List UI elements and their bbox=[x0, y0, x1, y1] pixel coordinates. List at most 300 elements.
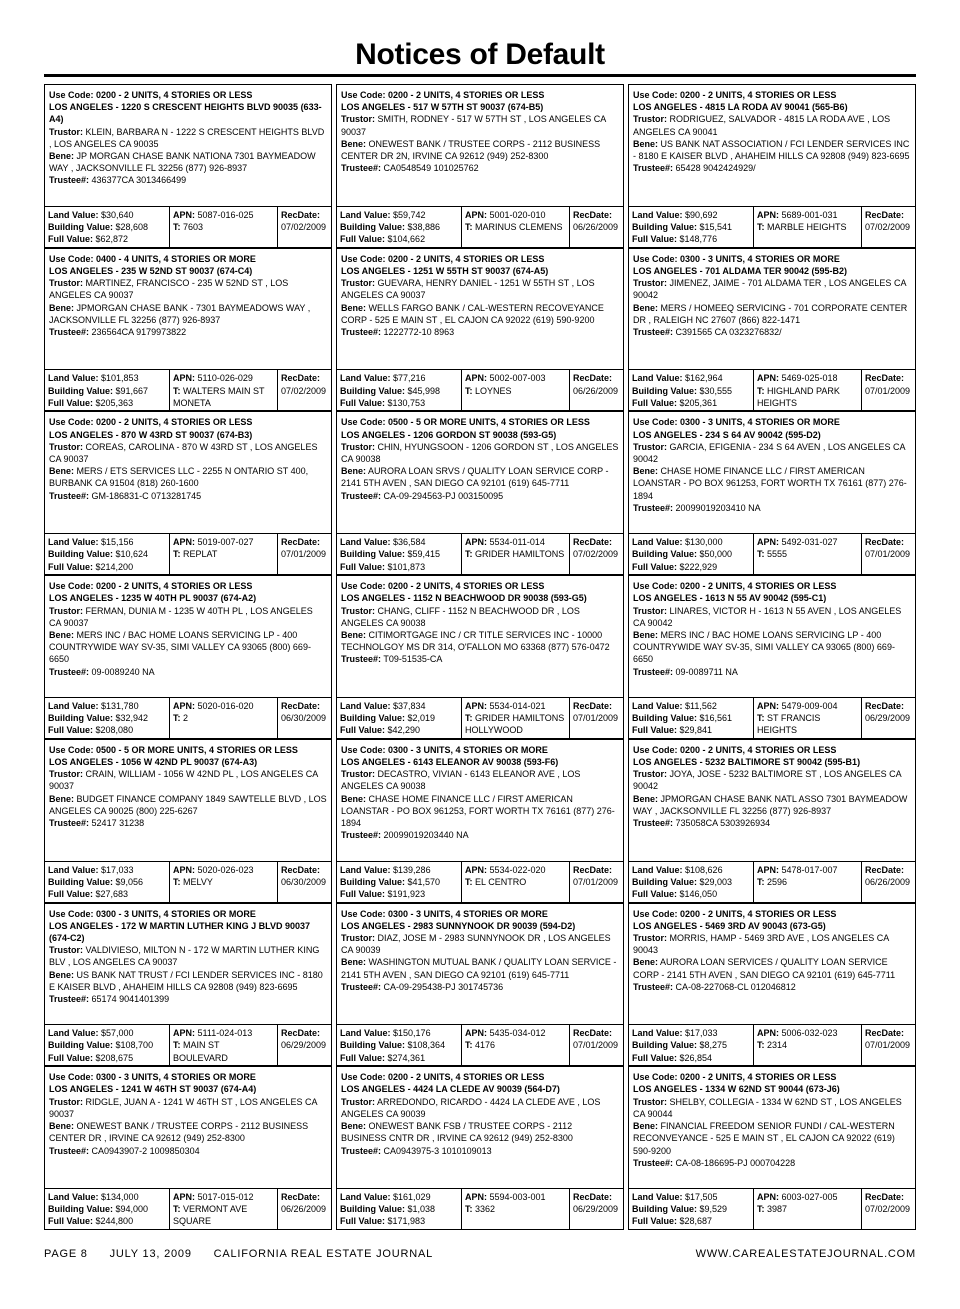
land-value-label: Land Value: bbox=[632, 373, 683, 384]
recdate-label: RecDate: bbox=[281, 373, 321, 384]
trustor-line bbox=[341, 768, 619, 792]
building-value-label: Building Value: bbox=[48, 876, 114, 887]
notice-details bbox=[45, 576, 331, 698]
apn-value: 5689-001-031 bbox=[781, 209, 838, 220]
land-value: $77,216 bbox=[393, 373, 426, 384]
notice-values bbox=[337, 370, 623, 410]
notice-details bbox=[45, 412, 331, 534]
trustor-label: Trustor: bbox=[341, 605, 376, 616]
tract-label: T: bbox=[173, 385, 181, 396]
land-value-label: Land Value: bbox=[632, 537, 683, 548]
notice-listing bbox=[44, 411, 332, 575]
land-value: $131,780 bbox=[101, 700, 139, 711]
trustee-line bbox=[633, 326, 911, 338]
trustor-line bbox=[49, 126, 327, 150]
notice-details bbox=[337, 249, 623, 371]
land-value: $15,156 bbox=[101, 537, 134, 548]
use-code-line bbox=[49, 1071, 327, 1083]
use-code-line bbox=[341, 89, 619, 101]
bene-value: MERS INC / BAC HOME LOANS SERVICING LP - 400 COUNTRYWIDE WAY SV-35, SIMI VALLEY CA 93065 (800) 669-6650 bbox=[49, 629, 311, 665]
recdate-column bbox=[277, 207, 331, 247]
use-code-value: 0300 - 3 UNITS, 4 STORIES OR MORE bbox=[96, 1072, 256, 1083]
apn-label: APN: bbox=[465, 1028, 487, 1039]
apn-label: APN: bbox=[173, 864, 195, 875]
notice-listing bbox=[44, 84, 332, 248]
bene-line bbox=[633, 465, 911, 502]
trustee-value: 20099019203410 NA bbox=[675, 502, 761, 513]
recdate-label: RecDate: bbox=[281, 209, 321, 220]
trustee-line bbox=[633, 817, 911, 829]
trustor-label: Trustor: bbox=[341, 441, 376, 452]
notice-values bbox=[337, 698, 623, 738]
bene-label: Bene: bbox=[341, 1121, 367, 1132]
notice-details bbox=[629, 576, 915, 698]
property-address: LOS ANGELES - 1613 N 55 AV 90042 (595-C1) bbox=[633, 593, 827, 604]
trustee-line bbox=[341, 162, 619, 174]
apn-label: APN: bbox=[173, 1191, 195, 1202]
notice-listing bbox=[628, 575, 916, 739]
tract-label: T: bbox=[757, 221, 765, 232]
use-code-value: 0300 - 3 UNITS, 4 STORIES OR MORE bbox=[388, 908, 548, 919]
building-value-label: Building Value: bbox=[340, 385, 406, 396]
trustor-value: SMITH, RODNEY - 517 W 57TH ST , LOS ANGELES CA 90037 bbox=[341, 114, 606, 137]
notice-details bbox=[629, 740, 915, 862]
trustee-label: Trustee#: bbox=[633, 1157, 674, 1168]
apn-label: APN: bbox=[465, 1191, 487, 1202]
trustor-label: Trustor: bbox=[633, 441, 668, 452]
notice-listing bbox=[44, 739, 332, 903]
value-column bbox=[45, 1189, 169, 1229]
bene-line bbox=[341, 465, 619, 489]
trustee-value: CA0943907-2 1009850304 bbox=[91, 1145, 200, 1156]
apn-column bbox=[169, 534, 277, 574]
apn-column bbox=[461, 1025, 569, 1065]
recdate-value: 07/01/2009 bbox=[573, 876, 619, 887]
trustee-line bbox=[341, 653, 619, 665]
building-value-label: Building Value: bbox=[340, 1040, 406, 1051]
apn-value: 5435-034-012 bbox=[489, 1028, 546, 1039]
building-value: $41,570 bbox=[407, 876, 441, 887]
trustor-line bbox=[49, 605, 327, 629]
full-value-label: Full Value: bbox=[340, 561, 386, 572]
full-value: $171,983 bbox=[387, 1216, 426, 1227]
notice-listing bbox=[336, 903, 624, 1067]
use-code-value: 0500 - 5 OR MORE UNITS, 4 STORIES OR LESS bbox=[388, 417, 590, 428]
use-code-label: Use Code: bbox=[633, 908, 678, 919]
use-code-label: Use Code: bbox=[341, 908, 386, 919]
trustor-label: Trustor: bbox=[633, 769, 668, 780]
trustor-value: SHELBY, COLLEGIA - 1334 W 62ND ST , LOS ANGELES CA 90044 bbox=[633, 1096, 902, 1119]
full-value: $274,361 bbox=[387, 1052, 426, 1063]
trustee-label: Trustee#: bbox=[633, 666, 674, 677]
apn-label: APN: bbox=[757, 1191, 779, 1202]
full-value-label: Full Value: bbox=[340, 725, 386, 736]
full-value: $26,854 bbox=[679, 1052, 713, 1063]
recdate-label: RecDate: bbox=[573, 373, 613, 384]
use-code-line bbox=[341, 253, 619, 265]
building-value: $38,886 bbox=[407, 221, 441, 232]
footer-page-number: PAGE 8 bbox=[44, 1248, 88, 1260]
use-code-value: 0200 - 2 UNITS, 4 STORIES OR LESS bbox=[680, 90, 837, 100]
bene-label: Bene: bbox=[633, 957, 659, 968]
trustor-line bbox=[49, 768, 327, 792]
tract-label: T: bbox=[757, 1204, 765, 1215]
bene-label: Bene: bbox=[49, 969, 75, 980]
apn-label: APN: bbox=[173, 209, 195, 220]
building-value: $50,000 bbox=[699, 549, 733, 560]
notice-values bbox=[337, 1189, 623, 1229]
apn-column bbox=[753, 207, 861, 247]
recdate-column bbox=[569, 1025, 623, 1065]
use-code-value: 0200 - 2 UNITS, 4 STORIES OR LESS bbox=[388, 1072, 545, 1083]
trustee-value: C391565 CA 0323276832/ bbox=[675, 326, 782, 337]
tract-value: LOYNES bbox=[475, 385, 512, 396]
trustee-label: Trustee#: bbox=[49, 490, 90, 501]
notice-values bbox=[629, 370, 915, 410]
notice-details bbox=[629, 85, 915, 207]
land-value-label: Land Value: bbox=[632, 209, 683, 220]
full-value: $191,923 bbox=[387, 888, 426, 899]
property-address: LOS ANGELES - 235 W 52ND ST 90037 (674-C4) bbox=[49, 265, 253, 276]
apn-column bbox=[461, 207, 569, 247]
trustor-line bbox=[633, 605, 911, 629]
use-code-line bbox=[633, 580, 911, 592]
building-value-label: Building Value: bbox=[632, 713, 698, 724]
bene-line bbox=[341, 138, 619, 162]
notice-listing bbox=[44, 1066, 332, 1230]
notice-values bbox=[629, 698, 915, 738]
trustee-line bbox=[341, 490, 619, 502]
notice-values bbox=[45, 1025, 331, 1065]
land-value: $161,029 bbox=[393, 1191, 431, 1202]
property-address: LOS ANGELES - 1241 W 46TH ST 90037 (674-A4) bbox=[49, 1084, 257, 1095]
apn-column bbox=[169, 698, 277, 738]
trustee-label: Trustee#: bbox=[49, 1145, 90, 1156]
use-code-label: Use Code: bbox=[49, 253, 94, 264]
notice-listing bbox=[44, 575, 332, 739]
recdate-value: 07/02/2009 bbox=[281, 385, 327, 396]
trustor-line bbox=[49, 944, 327, 968]
notice-listing bbox=[336, 411, 624, 575]
apn-column bbox=[169, 207, 277, 247]
building-value-label: Building Value: bbox=[632, 221, 698, 232]
recdate-value: 07/01/2009 bbox=[865, 1040, 911, 1051]
trustee-line bbox=[341, 829, 619, 841]
apn-value: 5001-020-010 bbox=[489, 209, 546, 220]
notice-listing bbox=[336, 1066, 624, 1230]
land-value: $162,964 bbox=[685, 373, 723, 384]
building-value: $15,541 bbox=[699, 221, 733, 232]
notice-details bbox=[337, 1067, 623, 1189]
notice-values bbox=[45, 862, 331, 902]
bene-label: Bene: bbox=[49, 1121, 75, 1132]
trustor-value: DECASTRO, VIVIAN - 6143 ELEANOR AVE , LOS ANGELES CA 90038 bbox=[341, 769, 581, 792]
land-value: $37,834 bbox=[393, 700, 426, 711]
recdate-label: RecDate: bbox=[573, 864, 613, 875]
use-code-line bbox=[633, 89, 911, 101]
bene-label: Bene: bbox=[341, 793, 367, 804]
trustee-line bbox=[49, 817, 327, 829]
trustee-value: CA0943975-3 1010109013 bbox=[383, 1145, 492, 1156]
use-code-line bbox=[49, 744, 327, 756]
trustor-value: DIAZ, JOSE M - 2983 SUNNYNOOK DR , LOS ANGELES CA 90039 bbox=[341, 932, 611, 956]
land-value-label: Land Value: bbox=[48, 864, 99, 875]
value-column bbox=[629, 370, 753, 410]
tract-value: MELVY bbox=[183, 876, 213, 887]
bene-line bbox=[49, 969, 327, 993]
tract-value: 2596 bbox=[767, 876, 788, 887]
property-address: LOS ANGELES - 701 ALDAMA TER 90042 (595-B2) bbox=[633, 265, 848, 276]
building-value-label: Building Value: bbox=[632, 549, 698, 560]
bene-label: Bene: bbox=[49, 793, 75, 804]
trustor-value: VALDIVIESO, MILTON N - 172 W MARTIN LUTHER KING BLV , LOS ANGELES CA 90037 bbox=[49, 945, 320, 968]
use-code-line bbox=[633, 1071, 911, 1083]
trustor-value: ARREDONDO, RICARDO - 4424 LA CLEDE AVE , LOS ANGELES CA 90039 bbox=[341, 1096, 601, 1119]
use-code-label: Use Code: bbox=[633, 744, 678, 755]
use-code-label: Use Code: bbox=[633, 417, 678, 428]
recdate-value: 06/26/2009 bbox=[573, 221, 619, 232]
bene-value: JPMORGAN CHASE BANK - 7301 BAYMEADOWS WAY , JACKSONVILLE FL 32256 (877) 926-8937 bbox=[49, 302, 311, 325]
property-address: LOS ANGELES - 172 W MARTIN LUTHER KING J BLVD 90037 (674-C2) bbox=[49, 920, 311, 943]
trustor-label: Trustor: bbox=[341, 114, 376, 125]
trustor-line bbox=[341, 605, 619, 629]
bene-label: Bene: bbox=[633, 793, 659, 804]
notice-details bbox=[45, 740, 331, 862]
property-address: LOS ANGELES - 1334 W 62ND ST 90044 (673-J6) bbox=[633, 1084, 840, 1095]
use-code-line bbox=[49, 908, 327, 920]
value-column bbox=[45, 207, 169, 247]
building-value-label: Building Value: bbox=[632, 1040, 698, 1051]
tract-label: T: bbox=[757, 549, 765, 560]
trustee-value: 09-0089711 NA bbox=[675, 666, 738, 677]
trustor-value: CRAIN, WILLIAM - 1056 W 42ND PL , LOS ANGELES CA 90037 bbox=[49, 769, 318, 792]
use-code-label: Use Code: bbox=[633, 253, 678, 264]
bene-value: CHASE HOME FINANCE LLC / FIRST AMERICAN LOANSTAR - PO BOX 961253, FORT WORTH TX 76161 (877) 276-1894 bbox=[633, 466, 907, 501]
bene-line bbox=[341, 302, 619, 326]
trustee-label: Trustee#: bbox=[633, 818, 674, 829]
recdate-label: RecDate: bbox=[281, 537, 321, 548]
recdate-column bbox=[277, 862, 331, 902]
apn-label: APN: bbox=[465, 537, 487, 548]
full-value-label: Full Value: bbox=[48, 561, 94, 572]
use-code-line bbox=[49, 89, 327, 101]
trustor-line bbox=[49, 277, 327, 301]
apn-label: APN: bbox=[465, 373, 487, 384]
tract-label: T: bbox=[465, 549, 473, 560]
trustee-line bbox=[49, 993, 327, 1005]
trustee-line bbox=[341, 1145, 619, 1157]
use-code-value: 0300 - 3 UNITS, 4 STORIES OR MORE bbox=[680, 253, 840, 264]
recdate-label: RecDate: bbox=[573, 1028, 613, 1039]
tract-label: T: bbox=[757, 713, 765, 724]
full-value: $148,776 bbox=[679, 234, 718, 245]
trustee-line bbox=[49, 326, 327, 338]
trustor-label: Trustor: bbox=[341, 1096, 376, 1107]
recdate-label: RecDate: bbox=[281, 700, 321, 711]
use-code-line bbox=[633, 744, 911, 756]
use-code-value: 0400 - 4 UNITS, 4 STORIES OR MORE bbox=[96, 253, 256, 264]
apn-column bbox=[753, 534, 861, 574]
land-value: $150,176 bbox=[393, 1028, 431, 1039]
notice-values bbox=[45, 698, 331, 738]
notice-values bbox=[337, 207, 623, 247]
value-column bbox=[629, 698, 753, 738]
building-value-label: Building Value: bbox=[632, 385, 698, 396]
bene-label: Bene: bbox=[341, 629, 367, 640]
full-value-label: Full Value: bbox=[48, 725, 94, 736]
notice-values bbox=[629, 1025, 915, 1065]
bene-label: Bene: bbox=[633, 138, 659, 149]
use-code-label: Use Code: bbox=[49, 417, 94, 428]
full-value: $244,800 bbox=[95, 1216, 134, 1227]
value-column bbox=[629, 862, 753, 902]
property-address: LOS ANGELES - 1056 W 42ND PL 90037 (674-A3) bbox=[49, 757, 258, 768]
bene-value: MERS / ETS SERVICES LLC - 2255 N ONTARIO ST 400, BURBANK CA 91504 (818) 260-1600 bbox=[49, 466, 309, 489]
notice-details bbox=[629, 412, 915, 534]
building-value-label: Building Value: bbox=[340, 221, 406, 232]
trustee-value: 09-0089240 NA bbox=[91, 666, 155, 677]
trustee-line bbox=[341, 981, 619, 993]
value-column bbox=[337, 1025, 461, 1065]
recdate-value: 07/01/2009 bbox=[865, 385, 911, 396]
notice-values bbox=[45, 207, 331, 247]
use-code-label: Use Code: bbox=[633, 90, 678, 100]
trustor-label: Trustor: bbox=[341, 769, 376, 780]
property-address: LOS ANGELES - 5469 3RD AV 90043 (673-G5) bbox=[633, 920, 826, 931]
tract-value: WALTERS MAIN ST MONETA bbox=[173, 385, 265, 408]
use-code-value: 0300 - 3 UNITS, 4 STORIES OR MORE bbox=[388, 744, 548, 755]
use-code-label: Use Code: bbox=[49, 581, 94, 592]
recdate-value: 06/26/2009 bbox=[281, 1204, 327, 1215]
trustor-line bbox=[341, 113, 619, 137]
recdate-column bbox=[861, 1025, 915, 1065]
use-code-value: 0200 - 2 UNITS, 4 STORIES OR LESS bbox=[680, 908, 837, 919]
trustee-label: Trustee#: bbox=[341, 1145, 382, 1156]
use-code-label: Use Code: bbox=[341, 417, 386, 428]
tract-value: MAIN ST BOULEVARD bbox=[173, 1040, 228, 1063]
trustee-label: Trustee#: bbox=[341, 830, 382, 841]
trustee-label: Trustee#: bbox=[49, 326, 90, 337]
trustor-line bbox=[341, 1096, 619, 1120]
recdate-label: RecDate: bbox=[865, 209, 905, 220]
land-value-label: Land Value: bbox=[340, 537, 391, 548]
trustor-value: JIMENEZ, JAIME - 701 ALDAMA TER , LOS ANGELES CA 90042 bbox=[633, 278, 906, 301]
trustee-line bbox=[633, 981, 911, 993]
trustor-value: RODRIGUEZ, SALVADOR - 4815 LA RODA AVE , LOS ANGELES CA 90041 bbox=[633, 114, 891, 137]
notice-details bbox=[337, 904, 623, 1026]
recdate-column bbox=[569, 207, 623, 247]
land-value: $17,033 bbox=[101, 864, 134, 875]
trustor-label: Trustor: bbox=[49, 769, 84, 780]
bene-line bbox=[341, 629, 619, 653]
recdate-value: 07/02/2009 bbox=[865, 1204, 911, 1215]
bene-value: US BANK NAT ASSOCIATION / FCI LENDER SERVICES INC - 8180 E KAISER BLVD , AHAHEIM HILLS CA 92808 (949) 823-6695 bbox=[633, 138, 910, 162]
bene-label: Bene: bbox=[49, 629, 75, 640]
trustee-label: Trustee#: bbox=[341, 326, 382, 337]
apn-column bbox=[461, 534, 569, 574]
land-value-label: Land Value: bbox=[48, 209, 99, 220]
land-value-label: Land Value: bbox=[340, 864, 391, 875]
recdate-column bbox=[861, 862, 915, 902]
use-code-label: Use Code: bbox=[341, 90, 386, 100]
trustor-value: RIDGLE, JUAN A - 1241 W 46TH ST , LOS ANGELES CA 90037 bbox=[49, 1096, 317, 1119]
notices-grid bbox=[44, 84, 916, 1230]
value-column bbox=[45, 862, 169, 902]
apn-label: APN: bbox=[757, 537, 779, 548]
full-value: $208,675 bbox=[95, 1052, 134, 1063]
use-code-label: Use Code: bbox=[633, 1072, 678, 1083]
building-value: $108,364 bbox=[407, 1040, 446, 1051]
notice-listing bbox=[628, 1066, 916, 1230]
apn-label: APN: bbox=[173, 373, 195, 384]
trustor-line bbox=[341, 277, 619, 301]
land-value-label: Land Value: bbox=[632, 1191, 683, 1202]
recdate-value: 06/26/2009 bbox=[865, 876, 911, 887]
apn-label: APN: bbox=[757, 1028, 779, 1039]
trustee-line bbox=[633, 502, 911, 514]
bene-label: Bene: bbox=[633, 302, 659, 313]
notice-details bbox=[629, 1067, 915, 1189]
trustee-value: GM-186831-C 0713281745 bbox=[91, 490, 202, 501]
apn-value: 5087-016-025 bbox=[197, 209, 254, 220]
use-code-label: Use Code: bbox=[49, 744, 94, 755]
building-value: $59,415 bbox=[407, 549, 441, 560]
recdate-column bbox=[861, 698, 915, 738]
value-column bbox=[45, 1025, 169, 1065]
apn-label: APN: bbox=[757, 700, 779, 711]
trustee-line bbox=[49, 1145, 327, 1157]
bene-label: Bene: bbox=[341, 466, 367, 477]
trustor-value: MARTINEZ, FRANCISCO - 235 W 52ND ST , LOS ANGELES CA 90037 bbox=[49, 278, 289, 301]
property-address: LOS ANGELES - 1152 N BEACHWOOD DR 90038 (593-G5) bbox=[341, 593, 587, 604]
bene-line bbox=[633, 629, 911, 666]
bene-value: AURORA LOAN SRVS / QUALITY LOAN SERVICE CORP - 2141 5TH AVEN , SAN DIEGO CA 92101 (619) 645-7711 bbox=[341, 466, 609, 489]
notice-values bbox=[629, 1189, 915, 1229]
trustee-label: Trustee#: bbox=[633, 326, 674, 337]
land-value: $130,000 bbox=[685, 537, 723, 548]
apn-column bbox=[753, 698, 861, 738]
footer-website: WWW.CAREALESTATEJOURNAL.COM bbox=[695, 1248, 916, 1260]
apn-value: 5017-015-012 bbox=[197, 1191, 254, 1202]
use-code-line bbox=[49, 580, 327, 592]
full-value: $214,200 bbox=[95, 561, 134, 572]
notice-listing bbox=[44, 248, 332, 412]
recdate-value: 06/29/2009 bbox=[573, 1204, 619, 1215]
use-code-line bbox=[341, 1071, 619, 1083]
apn-column bbox=[461, 862, 569, 902]
full-value: $205,363 bbox=[95, 397, 134, 408]
building-value: $10,624 bbox=[115, 549, 149, 560]
building-value: $45,998 bbox=[407, 385, 441, 396]
notice-listing bbox=[628, 739, 916, 903]
building-value: $29,003 bbox=[699, 876, 733, 887]
bene-value: ONEWEST BANK / TRUSTEE CORPS - 2112 BUSINESS CENTER DR , IRVINE CA 92612 (949) 252-8300 bbox=[49, 1121, 309, 1144]
recdate-value: 06/30/2009 bbox=[281, 713, 327, 724]
full-value: $62,872 bbox=[95, 234, 129, 245]
trustee-label: Trustee#: bbox=[633, 163, 674, 174]
trustor-label: Trustor: bbox=[49, 1096, 84, 1107]
building-value: $30,555 bbox=[699, 385, 733, 396]
value-column bbox=[629, 1025, 753, 1065]
land-value: $30,640 bbox=[101, 209, 134, 220]
bene-value: FINANCIAL FREEDOM SENIOR FUNDI / CAL-WESTERN RECONVEYANCE - 525 E MAIN ST , EL CAJON CA 92022 (619) 590-9200 bbox=[633, 1121, 895, 1156]
use-code-label: Use Code: bbox=[341, 744, 386, 755]
land-value-label: Land Value: bbox=[340, 1028, 391, 1039]
trustee-line bbox=[49, 490, 327, 502]
use-code-label: Use Code: bbox=[341, 1072, 386, 1083]
tract-value: 2314 bbox=[767, 1040, 788, 1051]
property-address: LOS ANGELES - 4424 LA CLEDE AV 90039 (564-D7) bbox=[341, 1084, 560, 1095]
